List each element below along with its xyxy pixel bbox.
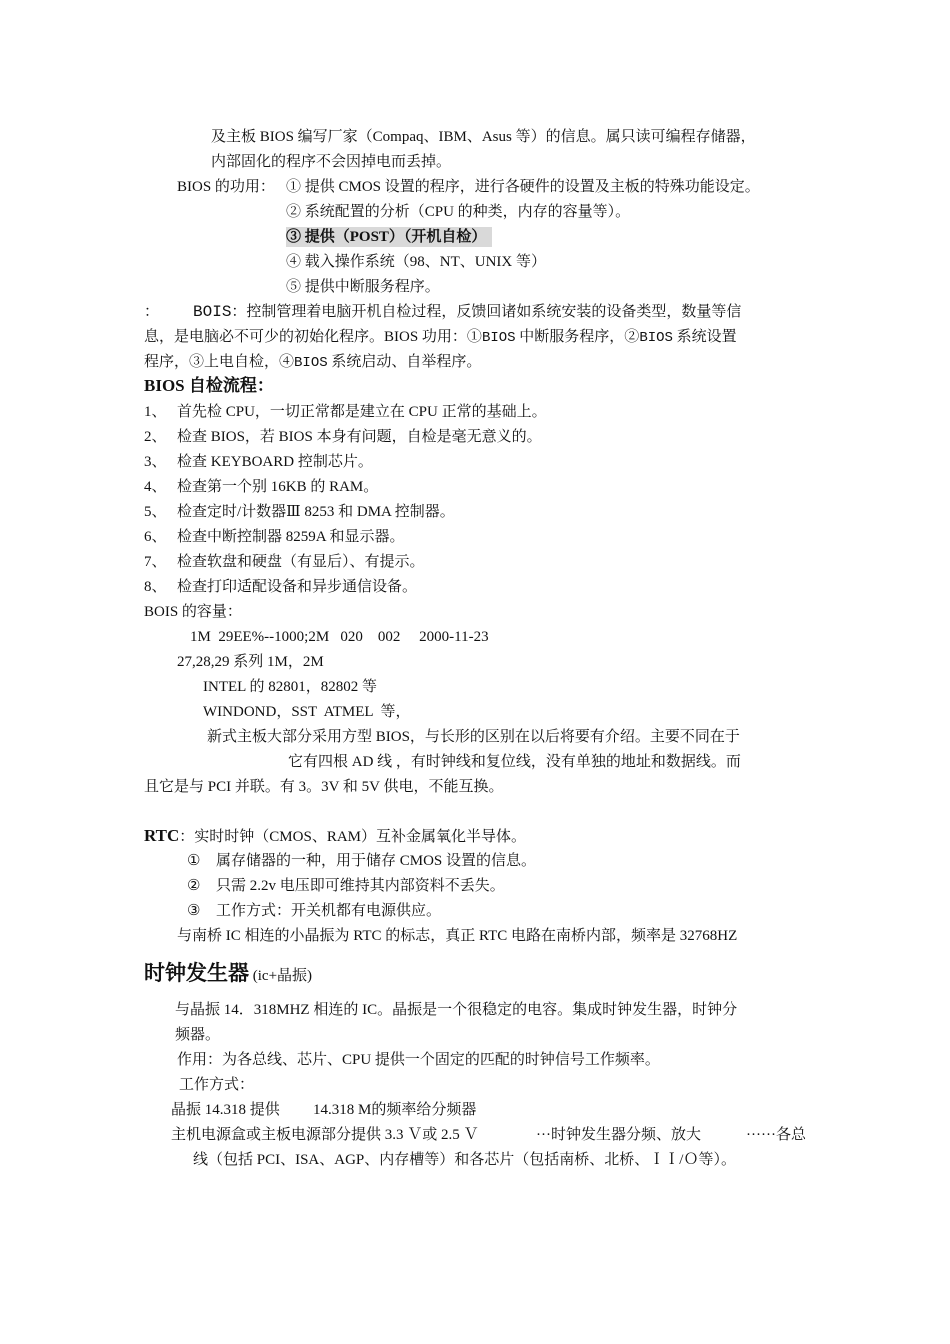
step-number: 4、	[144, 479, 167, 495]
intro-line-2: 内部固化的程序不会因掉电而丢掉。	[211, 154, 452, 170]
bios-function-item-2: ② 系统配置的分析（CPU 的种类，内存的容量等）。	[286, 204, 631, 220]
bios-function-item-4: ④ 载入操作系统（98、NT、UNIX 等）	[286, 254, 546, 270]
clock-para-4b: 14.318 M的频率给分频器	[313, 1102, 477, 1118]
bios-mono-term: BIOS	[639, 330, 673, 346]
clock-para-6: 线（包括 PCI、ISA、AGP、内存槽等）和各芯片（包括南桥、北桥、ＩＩ/Ｏ等）。	[193, 1152, 736, 1168]
capacity-line-4: WINDOND，SST ATMEL 等，	[203, 704, 411, 720]
post-step	[144, 452, 167, 472]
capacity-line-5: 新式主板大部分采用方型 BIOS，与长形的区别在以后将要有介绍。主要不同在于	[207, 729, 740, 745]
step-number: 3、	[144, 454, 167, 470]
rtc-item-number: ②	[187, 878, 201, 894]
step-number: 2、	[144, 429, 167, 445]
clock-para-3: 工作方式：	[179, 1077, 255, 1093]
rtc-note: 与南桥 IC 相连的小晶振为 RTC 的标志，真正 RTC 电路在南桥内部，频率是 32768HZ	[177, 928, 738, 944]
rtc-item-text: 工作方式：开关机都有电源供应。	[216, 903, 442, 919]
capacity-label: BOIS 的容量：	[144, 604, 242, 620]
capacity-line-3: INTEL 的 82801，82802 等	[203, 679, 378, 695]
clock-para-2: 作用：为各总线、芯片、CPU 提供一个固定的匹配的时钟信号工作频率。	[177, 1052, 660, 1068]
bios-function-item-5: ⑤ 提供中断服务程序。	[286, 279, 440, 295]
rtc-item-text: 属存储器的一种，用于储存 CMOS 设置的信息。	[216, 853, 537, 869]
post-step	[144, 427, 167, 447]
post-step	[144, 527, 167, 547]
bois-paragraph-line-3	[144, 352, 481, 373]
clock-para-5b: ···时钟发生器分频、放大	[536, 1127, 701, 1143]
bios-mono-term: BIOS	[481, 330, 516, 346]
rtc-item-text: 只需 2.2v 电压即可维持其内部资料不丢失。	[216, 878, 505, 894]
bios-function-item-1: ① 提供 CMOS 设置的程序，进行各硬件的设置及主板的特殊功能设定。	[286, 179, 760, 195]
rtc-item-number: ③	[187, 903, 201, 919]
rtc-term: RTC	[144, 826, 180, 845]
post-step	[144, 502, 167, 522]
bois-text: 系统设置	[672, 329, 737, 345]
bios-function-item-3-highlighted: ③ 提供（POST）（开机自检）	[286, 227, 492, 247]
clock-para-5a: 主机电源盒或主板电源部分提供 3.3 Ｖ或 2.5 Ｖ	[171, 1127, 479, 1143]
intro-line-1: 及主板 BIOS 编写厂家（Compaq、IBM、Asus 等）的信息。属只读可编程存储器，	[211, 129, 756, 145]
clock-heading-note: (ic+晶振)	[252, 968, 313, 984]
post-step-text: 检查软盘和硬盘（有显后）、有提示。	[177, 554, 425, 570]
clock-para-1a: 与晶振 14．318MHZ 相连的 IC。晶振是一个很稳定的电容。集成时钟发生器，时钟分	[175, 1002, 738, 1018]
bois-text: 系统启动、自举程序。	[327, 354, 482, 370]
post-step-text: 检查 KEYBOARD 控制芯片。	[177, 454, 373, 470]
clock-para-4a: 晶振 14.318 提供	[171, 1102, 280, 1118]
bois-term: BOIS	[193, 303, 232, 321]
post-heading: BIOS 自检流程：	[144, 376, 274, 395]
rtc-line	[144, 826, 526, 847]
capacity-line-2: 27,28,29 系列 1M，2M	[177, 654, 324, 670]
rtc-desc: ：实时时钟（CMOS、RAM）互补金属氧化半导体。	[179, 829, 526, 845]
bois-text: 中断服务程序，②	[515, 329, 640, 345]
bois-lead-colon: ：	[144, 304, 160, 320]
post-step-text: 检查中断控制器 8259A 和显示器。	[177, 529, 405, 545]
post-step-text: 检查 BIOS，若 BIOS 本身有问题，自检是毫无意义的。	[177, 429, 542, 445]
clock-para-1b: 频器。	[175, 1027, 221, 1043]
post-step-text: 检查定时/计数器Ⅲ 8253 和 DMA 控制器。	[177, 504, 455, 520]
step-number: 1、	[144, 404, 167, 420]
post-step	[144, 577, 167, 597]
step-number: 6、	[144, 529, 167, 545]
clock-heading-line	[144, 960, 312, 989]
capacity-line-7: 且它是与 PCI 并联。有 3。3V 和 5V 供电，不能互换。	[144, 779, 504, 795]
capacity-line-1: 1M 29EE%--1000;2M 020 002 2000-11-23	[190, 629, 489, 645]
bois-desc: ：控制管理着电脑开机自检过程，反馈回诸如系统安装的设备类型，数量等信	[231, 304, 742, 320]
bios-mono-term: BIOS	[294, 355, 328, 371]
post-step	[144, 402, 167, 422]
rtc-item-number: ①	[187, 853, 201, 869]
post-step-text: 检查打印适配设备和异步通信设备。	[177, 579, 418, 595]
post-step-text: 首先检 CPU，一切正常都是建立在 CPU 正常的基础上。	[177, 404, 547, 420]
bois-paragraph-line-1	[144, 302, 741, 322]
post-step-text: 检查第一个别 16KB 的 RAM。	[177, 479, 379, 495]
bois-text: 息，是电脑必不可少的初始化程序。BIOS 功用：①	[144, 329, 482, 345]
post-step	[144, 552, 167, 572]
post-step	[144, 477, 167, 497]
bois-text: 程序，③上电自检，④	[144, 354, 295, 370]
bios-function-label: BIOS 的功用：	[177, 179, 275, 195]
bois-paragraph-line-2	[144, 327, 737, 348]
clock-para-5c: ······各总	[746, 1127, 806, 1143]
clock-heading: 时钟发生器	[144, 961, 249, 985]
step-number: 7、	[144, 554, 167, 570]
capacity-line-6: 它有四根 AD 线 ，有时钟线和复位线，没有单独的地址和数据线。而	[288, 754, 741, 770]
step-number: 8、	[144, 579, 167, 595]
step-number: 5、	[144, 504, 167, 520]
